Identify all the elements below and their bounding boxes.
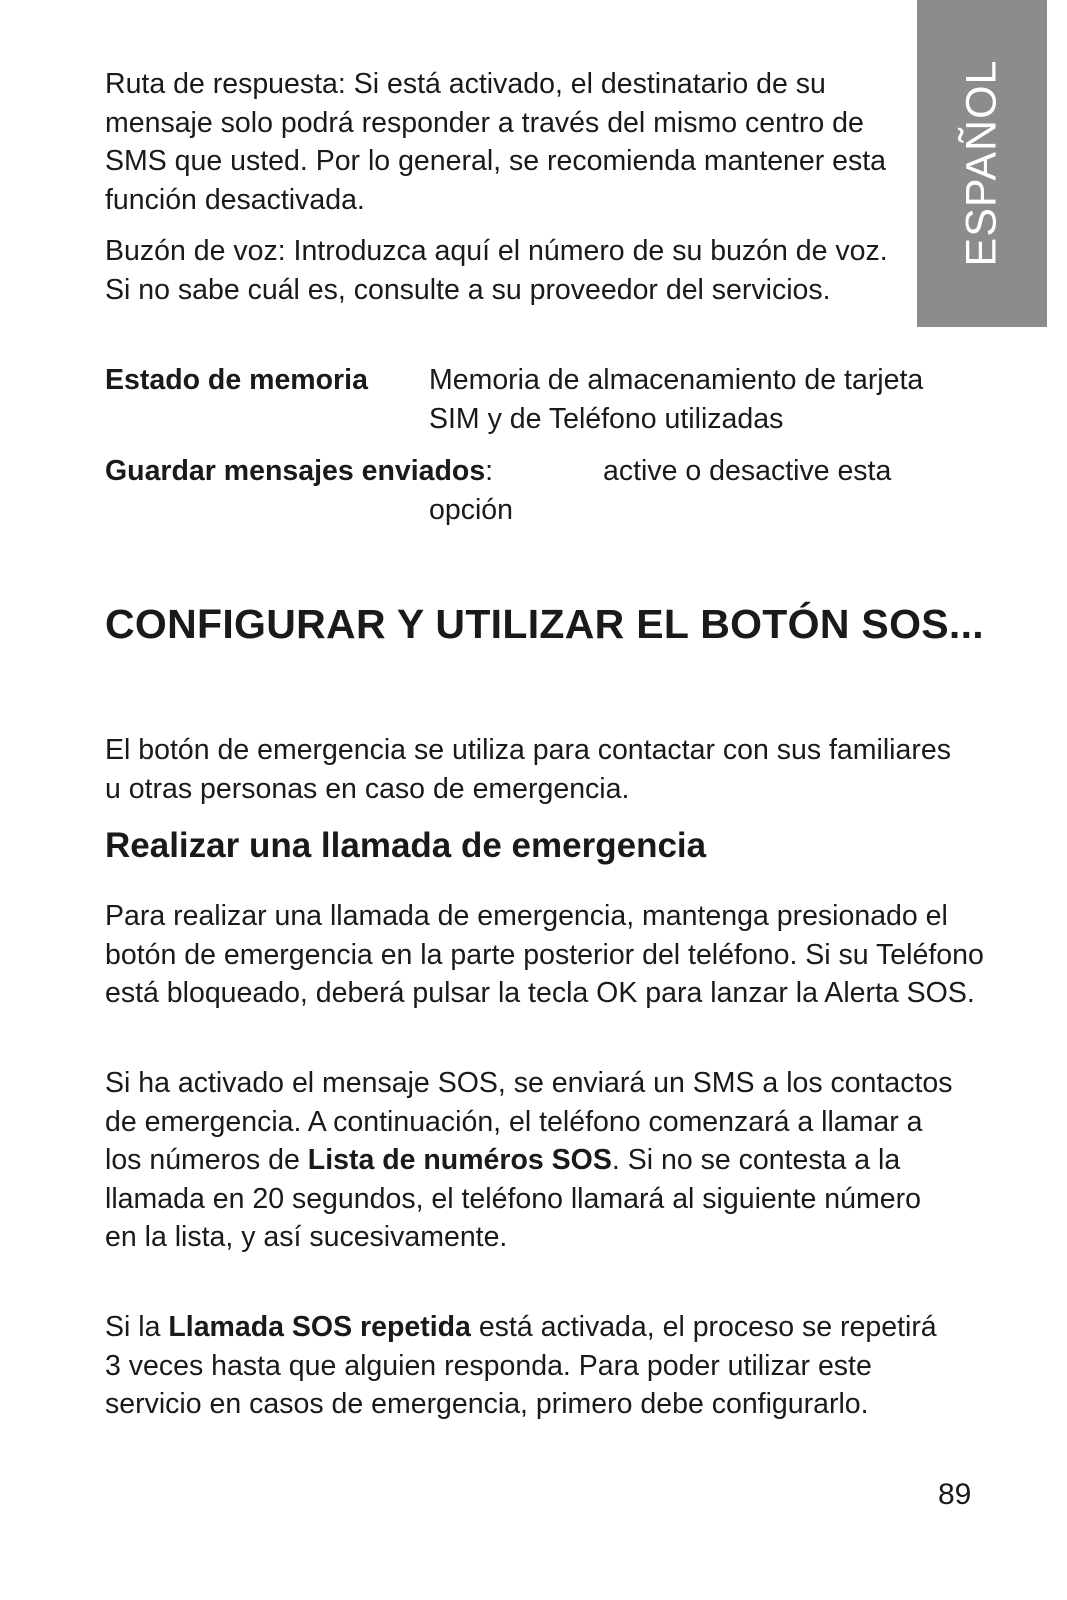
reply-path-text: Si está activado, el destinatario de su mensaje solo podrá responder a través del mismo centro de SMS que usted. Por lo general, se recomienda mantener esta función desactivada.	[105, 68, 887, 216]
save-sent-term-row	[105, 452, 493, 491]
reply-path-term: Ruta de respuesta:	[105, 68, 346, 100]
intro-paragraph: El botón de emergencia se utiliza para contactar con sus familiares u otras personas en caso de emergencia.	[105, 734, 951, 805]
repeat-call-paragraph	[105, 1308, 955, 1424]
save-sent-line-2: opción	[429, 494, 513, 526]
emergency-call-paragraph: Para realizar una llamada de emergencia, mantenga presionado el botón de emergencia en la parte posterior del teléfono. Si su Teléfono está bloqueado, deberá pulsar la tecla OK para lanzar la Alerta SOS.	[105, 900, 984, 1009]
language-tab-label: ESPAÑOL	[957, 59, 1006, 267]
repeat-call-text-after: está activada, el proceso se repetirá 3 veces hasta que alguien responda. Para poder utilizar este servicio en casos de emergencia, primero debe configurarlo.	[105, 1311, 937, 1420]
voicemail-paragraph	[105, 232, 905, 309]
save-sent-colon: :	[485, 455, 494, 487]
page-number: 89	[938, 1478, 972, 1511]
sos-message-text-after: . Si no se contesta a la llamada en 20 segundos, el teléfono llamará al siguiente número en la lista, y así sucesivamente.	[105, 1144, 921, 1253]
repeat-call-text-before: Si la	[105, 1311, 169, 1343]
sos-message-paragraph	[105, 1064, 955, 1257]
sos-message-text-before: Si ha activado el mensaje SOS, se enviará un SMS a los contactos de emergencia. A continuación, el teléfono comenzará a llamar a los números de	[105, 1067, 953, 1176]
memory-status-line-2: SIM y de Teléfono utilizadas	[429, 403, 784, 435]
language-tab	[917, 0, 1047, 327]
subsection-title: Realizar una llamada de emergencia	[105, 826, 707, 865]
memory-status-line-1: Memoria de almacenamiento de tarjeta	[429, 364, 924, 396]
sos-list-term: Lista de numéros SOS	[307, 1144, 612, 1176]
reply-path-paragraph	[105, 65, 905, 219]
save-sent-term: Guardar mensajes enviados	[105, 455, 486, 487]
memory-status-term: Estado de memoria	[105, 364, 368, 396]
repeat-call-term: Llamada SOS repetida	[168, 1311, 471, 1343]
save-sent-line-1: active o desactive esta	[603, 455, 892, 487]
voicemail-term: Buzón de voz:	[105, 235, 286, 267]
voicemail-text: Introduzca aquí el número de su buzón de voz. Si no sabe cuál es, consulte a su proveedor del servicios.	[105, 235, 888, 306]
section-title: CONFIGURAR Y UTILIZAR EL BOTÓN SOS...	[105, 601, 984, 647]
